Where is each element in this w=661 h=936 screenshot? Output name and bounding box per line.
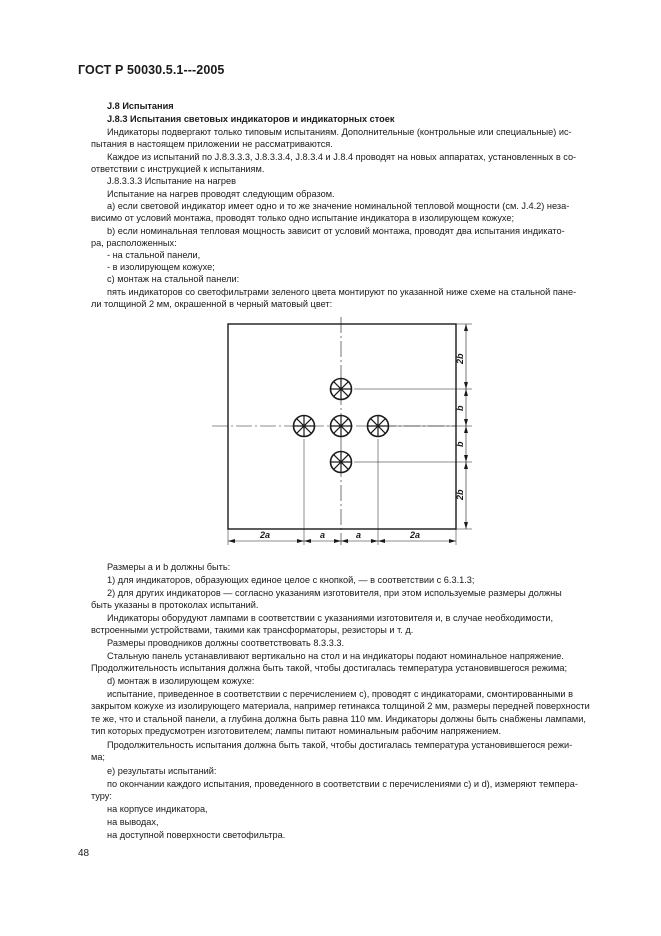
- list-item: - на стальной панели,: [107, 250, 201, 260]
- dim-label-a-right: a: [356, 530, 362, 540]
- text-line: b) если номинальная тепловая мощность зависит от условий монтажа, проводят два испытания индикато-: [107, 226, 565, 236]
- dim-label-a-left: a: [320, 530, 326, 540]
- text-line: ответствии с инструкцией к испытаниям.: [91, 164, 265, 174]
- list-item: на корпусе индикатора,: [107, 804, 208, 814]
- text-line: d) монтаж в изолирующем кожухе:: [107, 676, 255, 686]
- text-line: ли толщиной 2 мм, окрашенной в черный матовый цвет:: [91, 299, 333, 309]
- text-line: c) монтаж на стальной панели:: [107, 274, 240, 284]
- dim-label-2b-bottom: 2b: [455, 489, 465, 500]
- dim-label-2a-right: 2a: [410, 530, 421, 540]
- text-line: a) если световой индикатор имеет одно и то же значение номинальной тепловой мощности (см. J.4.2) неза-: [107, 201, 570, 211]
- text-line: e) результаты испытаний:: [107, 766, 217, 776]
- list-item: - в изолирующем кожухе;: [107, 262, 215, 272]
- list-item: 1) для индикаторов, образующих единое целое с кнопкой, — в соответствии с 6.3.1.3;: [107, 575, 475, 585]
- dim-label-b-lower: b: [455, 441, 465, 447]
- indicator-top: [331, 379, 352, 400]
- text-line: ма;: [91, 752, 105, 762]
- list-item: на доступной поверхности светофильтра.: [107, 830, 286, 840]
- text-line: Индикаторы оборудуют лампами в соответствии с указаниями изготовителя и, в случае необходимости,: [107, 613, 554, 623]
- text-line: Размеры проводников должны соответствовать 8.3.3.3.: [107, 638, 345, 648]
- text-line: по окончании каждого испытания, проведенного в соответствии с перечислениями с) и d), измеряют темпера-: [107, 779, 578, 789]
- text-line: встроенными устройствами, такими как трансформаторы, резисторы и т. д.: [91, 625, 414, 635]
- indicator-center: [331, 416, 352, 437]
- text-line: Продолжительность испытания должна быть такой, чтобы достигалась температура установившегося режи-: [107, 740, 573, 750]
- dim-label-2a-left: 2a: [260, 530, 271, 540]
- text-line: испытание, приведенное в соответствии с перечислением с), проводят с индикаторами, смонтированными в: [107, 689, 573, 699]
- text-line: висимо от условий монтажа, проводят только одно испытание индикатора в изолирующем кожухе;: [91, 213, 515, 223]
- text-line: туру:: [91, 791, 112, 801]
- indicator-bottom: [331, 452, 352, 473]
- section-heading: J.8 Испытания: [107, 101, 174, 111]
- text-line: закрытом кожухе из изолирующего материала, например гетинакса толщиной 2 мм, размеры передней поверхности: [91, 701, 590, 711]
- indicator-layout-diagram: [200, 312, 500, 552]
- indicator-left: [294, 416, 315, 437]
- page-number: 48: [78, 848, 90, 859]
- text-line: Индикаторы подвергают только типовым испытаниям. Дополнительные (контрольные или специальные) ис-: [107, 127, 572, 137]
- text-line: Каждое из испытаний по J.8.3.3.3, J.8.3.3.4, J.8.3.4 и J.8.4 проводят на новых аппаратах, установленных в со-: [107, 152, 577, 162]
- text-line: ра, расположенных:: [91, 238, 177, 248]
- dim-label-2b-top: 2b: [455, 353, 465, 364]
- text-line: те же, что и стальной панели, а глубина должна быть равна 110 мм. Индикаторы должны быть снабжены лампами,: [91, 714, 586, 724]
- text-line: Продолжительность испытания должна быть такой, чтобы достигалась температура установившегося режима;: [91, 663, 568, 673]
- dim-label-b-upper: b: [455, 405, 465, 411]
- indicator-right: [368, 416, 389, 437]
- text-line: Стальную панель устанавливают вертикально на стол и на индикаторы подают номинальное напряжение.: [107, 651, 564, 661]
- text-line: быть указаны в протоколах испытаний.: [91, 600, 259, 610]
- list-item: 2) для других индикаторов — согласно указаниям изготовителя, при этом используемые размеры должны: [107, 588, 562, 598]
- text-line: тип которых предусмотрен изготовителем; лампы питают номинальным рабочим напряжением.: [91, 726, 502, 736]
- clause-heading: J.8.3.3.3 Испытание на нагрев: [107, 176, 237, 186]
- list-item: на выводах,: [107, 817, 159, 827]
- document-header: ГОСТ Р 50030.5.1---2005: [78, 63, 225, 77]
- text-line: Размеры a и b должны быть:: [107, 562, 231, 572]
- text-line: Испытание на нагрев проводят следующим образом.: [107, 189, 335, 199]
- text-line: пять индикаторов со светофильтрами зеленого цвета монтируют по указанной ниже схеме на стальной пане-: [107, 287, 577, 297]
- text-line: пытания в настоящем приложении не рассматриваются.: [91, 139, 333, 149]
- subsection-heading: J.8.3 Испытания световых индикаторов и индикаторных стоек: [107, 114, 395, 124]
